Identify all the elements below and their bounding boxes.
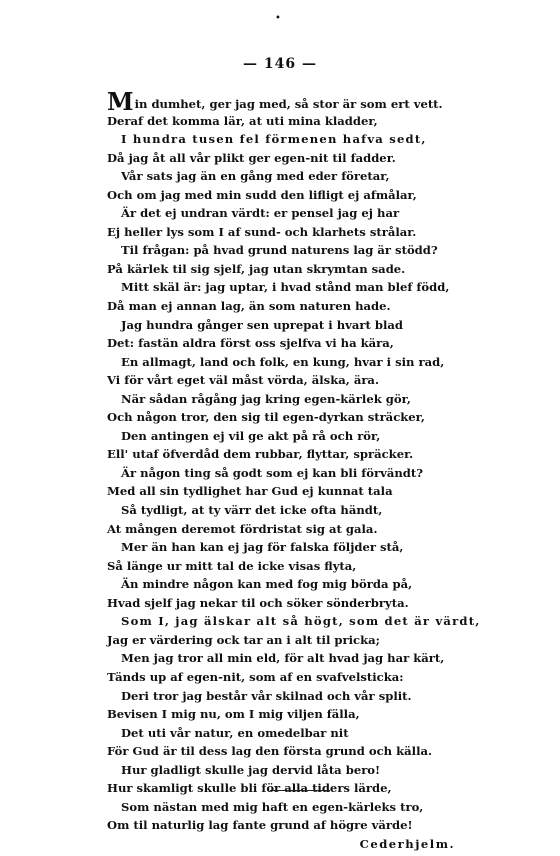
poem-line: Bevisen I mig nu, om I mig viljen fälla, <box>107 707 360 722</box>
poem-line: Då jag åt all vår plikt ger egen-nit til fadder. <box>107 150 396 165</box>
signature: Cederhjelm. <box>359 836 455 851</box>
poem-line: Tänds up af egen-nit, som af en svafvelsticka: <box>107 669 404 684</box>
poem-line: Hur gladligt skulle jag dervid låta bero! <box>121 762 381 777</box>
poem-line: Til frågan: på hvad grund naturens lag är stödd? <box>121 243 438 258</box>
poem-first-line <box>107 87 507 116</box>
poem-line: Deraf det komma lär, at uti mina kladder, <box>107 113 378 128</box>
poem-line: Om til naturlig lag fante grund af högre värde! <box>107 818 413 833</box>
poem-line: Som nästan med mig haft en egen-kärleks tro, <box>121 799 424 814</box>
poem-line: En allmagt, land och folk, en kung, hvar i sin rad, <box>121 354 445 369</box>
poem-line: Jag hundra gånger sen uprepat i hvart blad <box>121 317 404 332</box>
poem-line: På kärlek til sig sjelf, jag utan skrymtan sade. <box>107 261 406 276</box>
bottom-rule <box>270 790 330 791</box>
poem-line: Det uti vår natur, en omedelbar nit <box>121 725 349 740</box>
poem-line: Då man ej annan lag, än som naturen hade. <box>107 299 391 314</box>
poem-line: Deri tror jag består vår skilnad och vår split. <box>121 688 412 703</box>
poem-line: Så tydligt, at ty värr det icke ofta händt, <box>121 503 383 518</box>
top-mark: • <box>275 13 281 24</box>
page-number: — 146 — <box>243 56 317 72</box>
poem-line: För Gud är til dess lag den första grund och källa. <box>107 744 433 759</box>
poem-line: I hundra tusen fel förmenen hafva sedt, <box>121 132 427 147</box>
poem-line: När sådan rågång jag kring egen-kärlek gör, <box>121 391 411 406</box>
poem-line: Det: fastän aldra först oss sjelfva vi ha kära, <box>107 336 394 351</box>
poem-line: Den antingen ej vil ge akt på rå och rör, <box>121 428 381 443</box>
poem-first-line-text: in dumhet, ger jag med, så stor är som ert vett. <box>134 97 443 111</box>
poem-line: Jag er värdering ock tar an i alt til pricka; <box>107 632 380 647</box>
poem-line: Vi för vårt eget väl måst vörda, älska, ära. <box>107 373 379 388</box>
poem-line: Mer än han kan ej jag för falska följder stå, <box>121 540 404 555</box>
poem-line: Är det ej undran värdt: er pensel jag ej har <box>121 206 400 221</box>
poem-line: Mitt skäl är: jag uptar, i hvad stånd man blef född, <box>121 280 450 295</box>
poem-line: Ell' utaf öfverdåd dem rubbar, flyttar, spräcker. <box>107 447 414 462</box>
poem-line: Så länge ur mitt tal de icke visas flyta, <box>107 558 357 573</box>
poem-line: Vår sats jag än en gång med eder företar, <box>121 169 390 184</box>
drop-initial: M <box>107 87 134 116</box>
poem-line: Ej heller lys som I af sund- och klarhets strålar. <box>107 224 417 239</box>
poem-line: Hur skamligt skulle bli för alla tiders lärde, <box>107 781 392 796</box>
poem-line: Hvad sjelf jag nekar til och söker sönderbryta. <box>107 595 409 610</box>
poem <box>107 87 507 854</box>
poem-line: Men jag tror all min eld, för alt hvad jag har kärt, <box>121 651 445 666</box>
poem-line: At mången deremot fördristat sig at gala. <box>107 521 378 536</box>
poem-line: Än mindre någon kan med fog mig börda på, <box>121 577 413 592</box>
poem-line: Och någon tror, den sig til egen-dyrkan sträcker, <box>107 410 425 425</box>
poem-line: Och om jag med min sudd den lifligt ej afmålar, <box>107 187 417 202</box>
poem-line: Är någon ting så godt som ej kan bli förvändt? <box>121 465 424 480</box>
poem-line: Som I, jag älskar alt så högt, som det är värdt, <box>121 614 481 629</box>
poem-line: Med all sin tydlighet har Gud ej kunnat tala <box>107 484 393 499</box>
